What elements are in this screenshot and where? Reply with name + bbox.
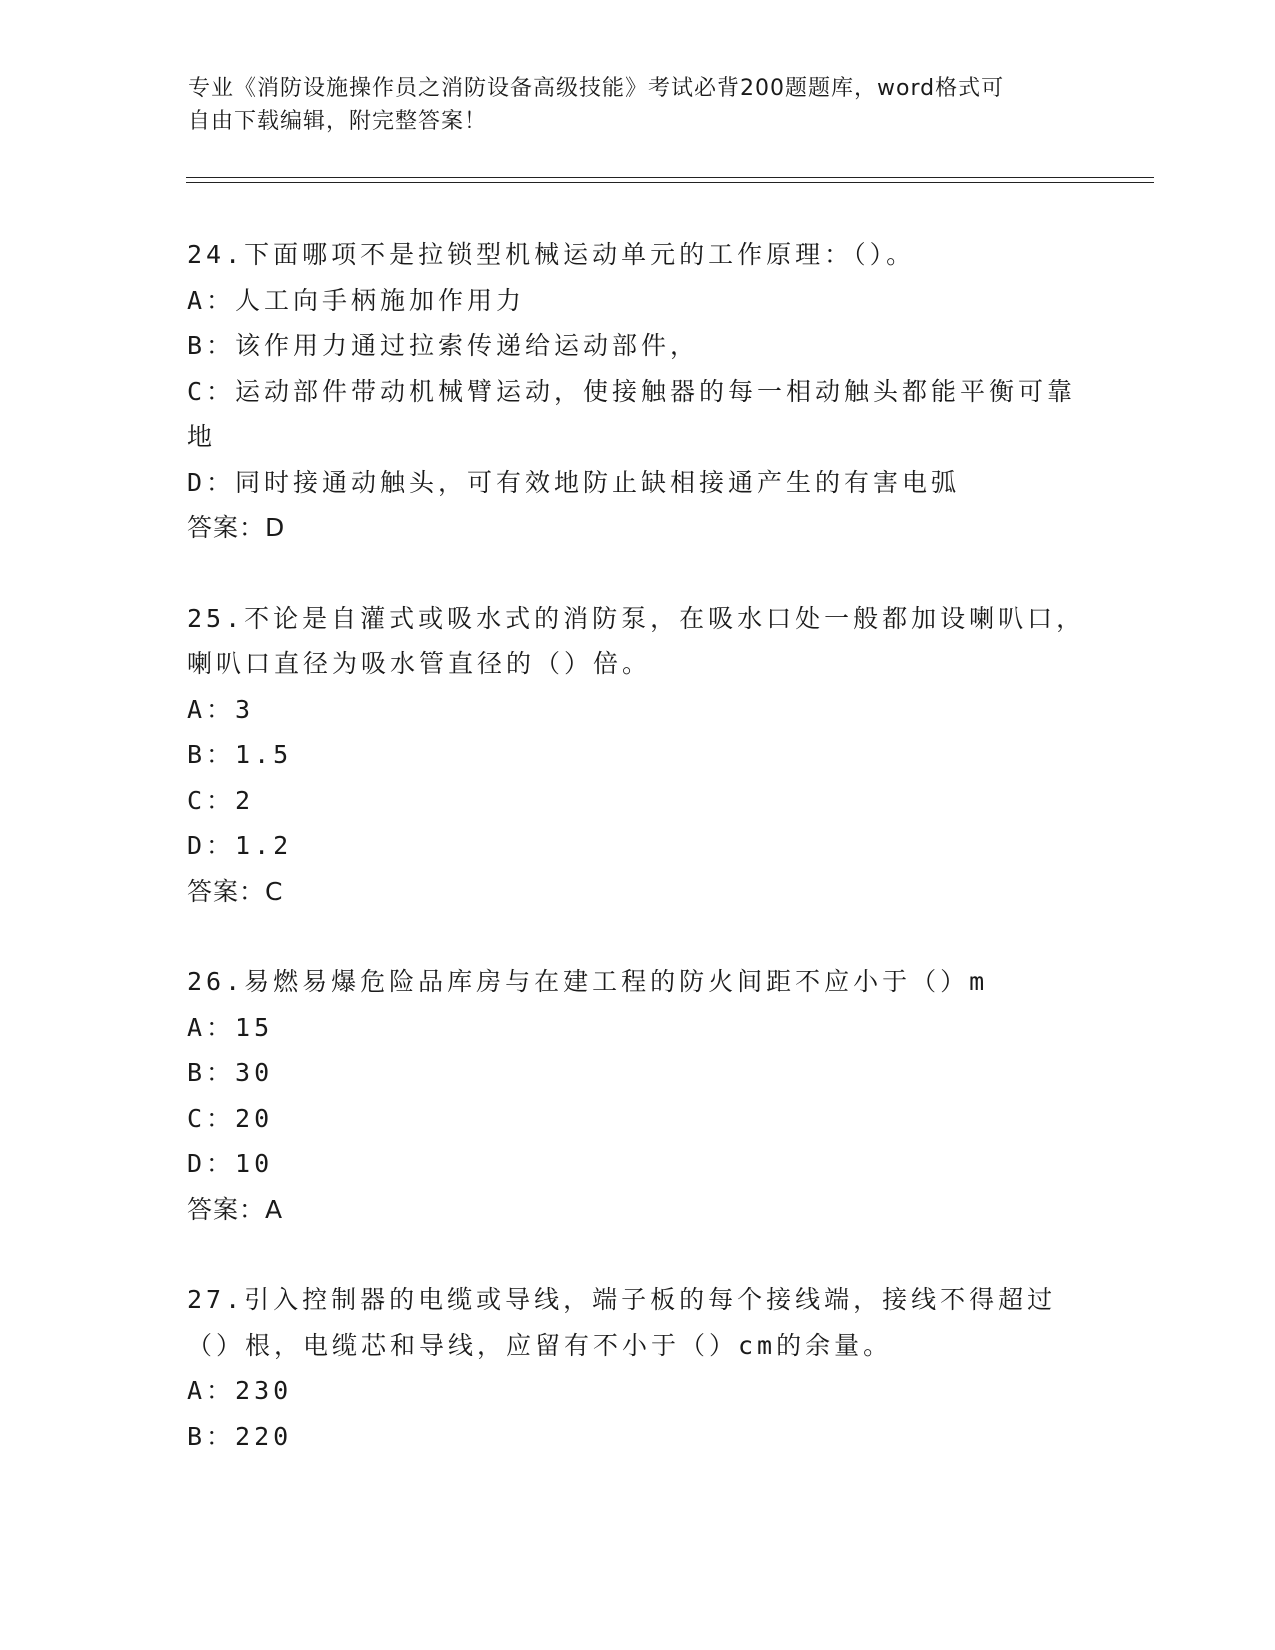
option-b: B：该作用力通过拉索传递给运动部件， [187,331,700,360]
option-d: D：10 [187,1149,274,1178]
option-c: C：20 [187,1103,274,1133]
question-24 [187,232,1087,551]
option-c: C：运动部件带动机械臂运动，使接触器的每一相动触头都能平衡可靠地 [187,376,1077,451]
question-list [187,232,1087,1504]
answer-label: 答案：A [187,1194,284,1224]
question-25 [187,596,1087,915]
option-b: B：1.5 [187,740,293,769]
option-a: A：230 [187,1376,293,1405]
question-26 [187,959,1087,1232]
option-b: B：30 [187,1058,274,1087]
option-d: D：同时接通动触头，可有效地防止缺相接通产生的有害电弧 [187,467,961,497]
header-line-1: 专业《消防设施操作员之消防设备高级技能》考试必背200题题库，word格式可 [188,76,1005,101]
document-header [188,72,1068,138]
header-divider-bottom [186,182,1154,183]
question-stem: 27.引入控制器的电缆或导线，端子板的每个接线端，接线不得超过（）根，电缆芯和导线，应留有不小于（）cm的余量。 [187,1285,1057,1360]
question-stem: 24.下面哪项不是拉锁型机械运动单元的工作原理：（）。 [187,240,916,269]
question-stem: 26.易燃易爆危险品库房与在建工程的防火间距不应小于（）m [187,967,989,996]
header-divider-top [186,177,1154,178]
option-a: A：3 [187,694,255,724]
answer-label: 答案：D [187,513,286,542]
option-d: D：1.2 [187,831,293,860]
option-b: B：220 [187,1421,293,1451]
question-stem: 25.不论是自灌式或吸水式的消防泵，在吸水口处一般都加设喇叭口，喇叭口直径为吸水管直径的（）倍。 [187,603,1086,678]
header-line-2: 自由下载编辑，附完整答案！ [188,109,488,134]
answer-label: 答案：C [187,876,284,906]
option-a: A：15 [187,1012,274,1042]
option-a: A：人工向手柄施加作用力 [187,285,526,315]
option-c: C：2 [187,785,255,815]
question-27 [187,1277,1087,1459]
